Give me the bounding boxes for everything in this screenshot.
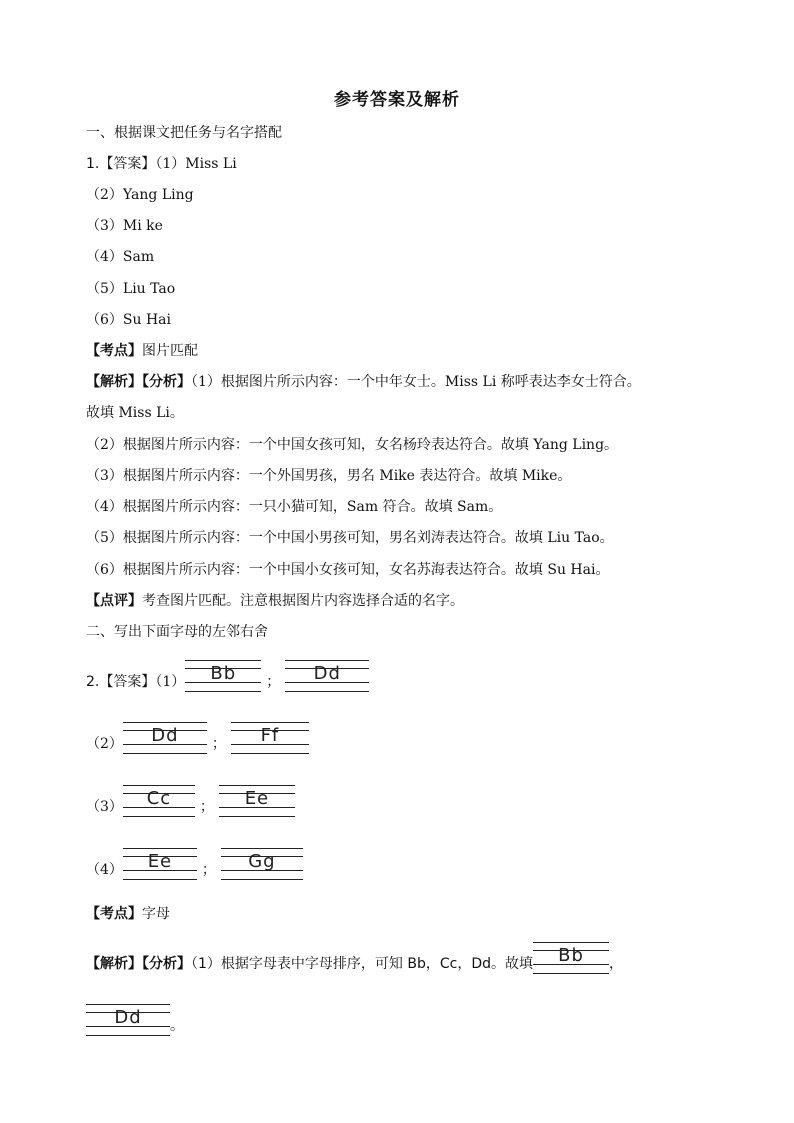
staff-letters: Gg (248, 851, 276, 872)
kaodian-text: 图片匹配 (142, 343, 198, 359)
jiexi-line (86, 942, 623, 974)
writing-staff (285, 660, 369, 692)
jiexi-label: 【解析】【分析】 (86, 374, 191, 390)
item-number: （4） (86, 862, 123, 878)
staff-letters: Dd (313, 663, 341, 684)
writing-staff (123, 848, 197, 880)
item-number: （3） (86, 799, 123, 815)
period: 。 (170, 1018, 184, 1034)
dianping-label: 【点评】 (86, 593, 142, 609)
jiexi-text: （4）根据图片所示内容：一只小猫可知，Sam 符合。故填 Sam。 (86, 499, 503, 515)
staff-letters: Dd (151, 725, 179, 746)
staff-letters: Cc (146, 788, 172, 809)
writing-staff (221, 848, 303, 880)
kaodian-label: 【考点】 (86, 343, 142, 359)
staff-letters: Ee (244, 788, 270, 809)
writing-staff (533, 942, 609, 974)
staff-answer-row-2 (86, 722, 309, 754)
writing-staff (86, 1004, 170, 1036)
separator: ； (266, 674, 281, 690)
item-number: （1） (155, 674, 186, 690)
dianping-line (86, 591, 464, 611)
answer-item: （2）Yang Ling (86, 187, 194, 203)
staff-letters: Bb (210, 663, 237, 684)
staff-answer-row-1 (86, 660, 369, 692)
writing-staff (123, 722, 207, 754)
section-heading-2: 二、写出下面字母的左邻右舍 (86, 624, 268, 640)
writing-staff (231, 722, 309, 754)
jiexi-text: （6）根据图片所示内容：一个中国小女孩可知，女名苏海表达符合。故填 Su Hai。 (86, 562, 610, 578)
item-number: （2） (86, 736, 123, 752)
jiexi-label: 【解析】【分析】 (86, 956, 191, 972)
section-heading-1: 一、根据课文把任务与名字搭配 (86, 125, 282, 141)
page-title: 参考答案及解析 (334, 90, 460, 110)
answer-item: （3）Mi ke (86, 218, 163, 234)
separator: ； (199, 799, 214, 815)
writing-staff (185, 660, 261, 692)
jiexi-text: 故填 Miss Li。 (86, 405, 184, 421)
answer-item: （1）Miss Li (155, 156, 237, 172)
kaodian-text: 字母 (142, 906, 170, 922)
jiexi-text: （5）根据图片所示内容：一个中国小男孩可知，男名刘涛表达符合。故填 Liu Tao。 (86, 530, 614, 546)
jiexi-text: （1）根据图片所示内容：一个中年女士。Miss Li 称呼表达李女士符合。 (191, 374, 641, 390)
kaodian-line (86, 904, 170, 924)
separator: ； (201, 862, 216, 878)
answer-item: （6）Su Hai (86, 312, 171, 328)
jiexi-text: （2）根据图片所示内容：一个中国女孩可知，女名杨玲表达符合。故填 Yang Ling。 (86, 437, 619, 453)
staff-letters: Ee (147, 851, 173, 872)
answer-item: （4）Sam (86, 249, 155, 265)
comma: ， (609, 956, 623, 972)
staff-letters: Ff (260, 725, 280, 746)
jiexi-line-continued (86, 1004, 184, 1036)
kaodian-line (86, 341, 198, 361)
staff-letters: Dd (114, 1007, 142, 1028)
kaodian-label: 【考点】 (86, 906, 142, 922)
answer-label: 1.【答案】 (86, 156, 156, 172)
separator: ； (211, 736, 226, 752)
staff-letters: Bb (558, 945, 584, 966)
staff-answer-row-3 (86, 785, 295, 817)
staff-answer-row-4 (86, 848, 303, 880)
jiexi-line (86, 372, 641, 392)
jiexi-text: （3）根据图片所示内容：一个外国男孩，男名 Mike 表达符合。故填 Mike。 (86, 468, 572, 484)
answer-item: （5）Liu Tao (86, 281, 176, 297)
jiexi-text: （1）根据字母表中字母排序，可知 Bb，Cc，Dd。故填 (191, 956, 533, 972)
writing-staff (219, 785, 295, 817)
dianping-text: 考查图片匹配。注意根据图片内容选择合适的名字。 (142, 593, 464, 609)
answer-label: 2.【答案】 (86, 674, 156, 690)
answer-line-1 (86, 154, 237, 174)
writing-staff (123, 785, 195, 817)
